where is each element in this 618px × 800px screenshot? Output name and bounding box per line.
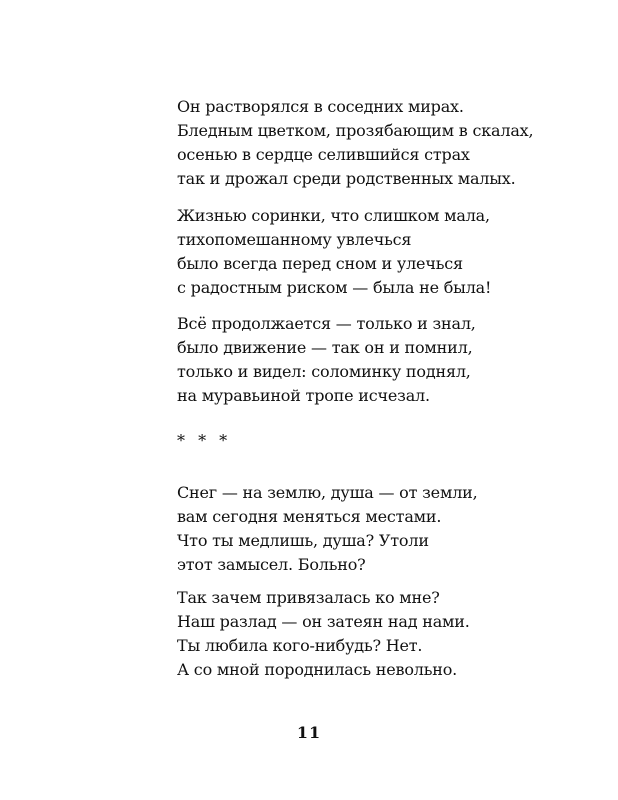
poem-line: Он растворялся в соседних мирах. bbox=[177, 97, 464, 116]
poem-line: тихопомешанному увлечься bbox=[177, 230, 412, 249]
poem-line: было движение — так он и помнил, bbox=[177, 338, 473, 357]
stanza bbox=[177, 312, 577, 408]
poem-line: на муравьиной тропе исчезал. bbox=[177, 386, 430, 405]
poem-line: было всегда перед сном и улечься bbox=[177, 254, 463, 273]
stanza bbox=[177, 204, 577, 300]
poem-line: осенью в сердце селившийся страх bbox=[177, 145, 470, 164]
poem-line: Бледным цветком, прозябающим в скалах, bbox=[177, 121, 534, 140]
section-separator: * * * bbox=[177, 431, 232, 450]
poem-line: вам сегодня меняться местами. bbox=[177, 507, 442, 526]
poem-line: Жизнью соринки, что слишком мала, bbox=[177, 206, 490, 225]
stanza bbox=[177, 586, 577, 682]
poem-line: Так зачем привязалась ко мне? bbox=[177, 588, 440, 607]
poem-line: Всё продолжается — только и знал, bbox=[177, 314, 476, 333]
poem-line: А со мной породнилась невольно. bbox=[177, 660, 458, 679]
page-number: 11 bbox=[296, 723, 322, 742]
poem-line: так и дрожал среди родственных малых. bbox=[177, 169, 516, 188]
poem-line: Что ты медлишь, душа? Утоли bbox=[177, 531, 429, 550]
stanza bbox=[177, 481, 577, 577]
poem-line: только и видел: соломинку поднял, bbox=[177, 362, 471, 381]
poem-line: этот замысел. Больно? bbox=[177, 555, 366, 574]
stanza bbox=[177, 95, 577, 191]
poem-line: Наш разлад — он затеян над нами. bbox=[177, 612, 470, 631]
poem-line: Снег — на землю, душа — от земли, bbox=[177, 483, 478, 502]
poem-line: с радостным риском — была не была! bbox=[177, 278, 492, 297]
poem-line: Ты любила кого-нибудь? Нет. bbox=[177, 636, 423, 655]
